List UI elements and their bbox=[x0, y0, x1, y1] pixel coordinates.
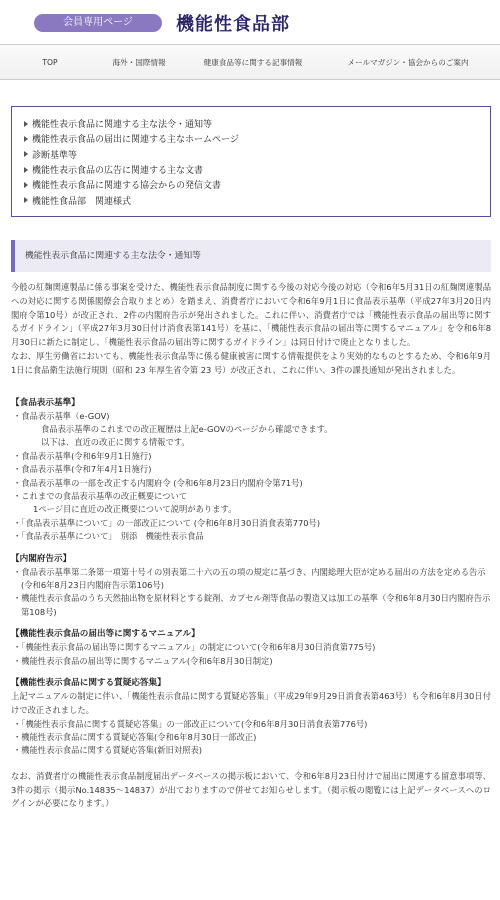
group-title: 【機能性表示食品の届出等に関するマニュアル】 bbox=[11, 629, 200, 640]
arrow-right-icon bbox=[24, 151, 28, 157]
doc-link[interactable]: ・「食品表示基準について」の一部改正について (令和6年8月30日消食表第770号) bbox=[13, 517, 321, 528]
doc-link[interactable]: ・食品表示基準の一部を改正する内閣府令 (令和6年8月23日内閣府令第71号) bbox=[13, 477, 303, 488]
doc-link[interactable]: ・機能性表示食品に関する質疑応答集(新旧対照表) bbox=[13, 745, 203, 756]
group-title: 【機能性表示食品に関する質疑応答集】 bbox=[11, 678, 166, 689]
arrow-right-icon bbox=[24, 182, 28, 188]
main-nav bbox=[0, 44, 500, 80]
toc-item-laws[interactable]: 機能性表示食品に関連する主な法令・通知等 bbox=[24, 116, 478, 131]
intro-paragraph: 今般の紅麹関連製品に係る事案を受けた、機能性表示食品制度に関する今後の対応今後の対応（令和6年5月31日の紅麹関連製品への対応に関する関係閣僚会合取りまとめ）を踏まえ、消費者庁において令和6年9月1日に食品表示基準（平成27年3月20日内閣府令第10号）が改正され、2件の内閣府告示が発出されました。これに伴い、消費者庁では「機能性表示食品の届出等に関するガイドライン」（平成27年3月30日付け消食表第141号）を基に、「機能性表示食品の届出等に関するマニュアル」を令和6年8月30日に新たに制定し、「機能性表示食品の届出等に関するガイドライン」は同日付けで廃止となりました。 bbox=[11, 282, 491, 348]
doc-link[interactable]: ・機能性表示食品の届出等に関するマニュアル(令和6年8月30日制定) bbox=[13, 655, 273, 666]
group-title: 【食品表示基準】 bbox=[11, 397, 80, 408]
members-only-badge: 会員専用ページ bbox=[34, 14, 162, 32]
nav-overseas-info[interactable]: 海外・国際情報 bbox=[112, 57, 166, 67]
doc-link[interactable]: ・機能性表示食品のうち天然抽出物を原材料とする錠剤、カプセル剤等食品の製造又は加工の基準（令和6年8月30日内閣府告示第108号) bbox=[13, 593, 491, 617]
toc-item-forms[interactable]: 機能性食品部 関連様式 bbox=[24, 192, 478, 207]
doc-link[interactable]: ・食品表示基準（e-GOV) bbox=[13, 410, 110, 421]
toc-item-association-docs[interactable]: 機能性表示食品に関連する協会からの発信文書 bbox=[24, 177, 478, 192]
doc-link[interactable]: ・「機能性表示食品の届出等に関するマニュアル」の制定について(令和6年8月30日消食第775号) bbox=[13, 642, 376, 653]
doc-link[interactable]: ・これまでの食品表示基準の改正概要について bbox=[13, 491, 188, 502]
closing-paragraph: なお、消費者庁の機能性表示食品制度届出データベースの掲示板において、令和6年8月23日付けで届出に関連する留意事項等、3件の掲示（掲示No.14835〜14837）が出ておりますので併せてお知らせします。（掲示板の閲覧には上記データベースへのログインが必要になります。） bbox=[11, 770, 491, 809]
arrow-right-icon bbox=[24, 197, 28, 203]
arrow-right-icon bbox=[24, 136, 28, 142]
toc-item-diagnostic-criteria[interactable]: 診断基準等 bbox=[24, 147, 478, 162]
doc-link[interactable]: ・機能性表示食品に関する質疑応答集(令和6年8月30日一部改正) bbox=[13, 732, 257, 743]
group-title: 【内閣府告示】 bbox=[11, 553, 72, 564]
doc-link[interactable]: ・食品表示基準(令和6年9月1日施行) bbox=[13, 450, 152, 461]
arrow-right-icon bbox=[24, 167, 28, 173]
note-text: 食品表示基準のこれまでの改正履歴は上記e-GOVのページから確認できます。 bbox=[41, 423, 333, 434]
nav-health-food-articles[interactable]: 健康食品等に関する記事情報 bbox=[203, 57, 303, 67]
doc-link[interactable]: ・食品表示基準(令和7年4月1日施行) bbox=[13, 464, 152, 475]
group-intro-text: 上記マニュアルの制定に伴い、「機能性表示食品に関する質疑応答集」（平成29年9月29日消食表第463号）も令和6年8月30日付けで改正されました。 bbox=[11, 691, 491, 715]
nav-mail-magazine[interactable]: メールマガジン・協会からのご案内 bbox=[347, 57, 469, 67]
doc-link[interactable]: ・食品表示基準第二条第一項第十号イの別表第二十六の五の項の規定に基づき、内閣総理大臣が定める届出の方法を定める告示(令和6年8月23日内閣府告示第106号) bbox=[13, 566, 486, 591]
doc-link[interactable]: ・「機能性表示食品に関する質疑応答集」の一部改正について(令和6年8月30日消食表第776号) bbox=[13, 718, 368, 729]
table-of-contents bbox=[11, 106, 491, 217]
intro-paragraph-2: なお、厚生労働省においても、機能性表示食品等に係る健康被害に関する情報提供をより実効的なものとするため、令和6年9月1日に食品衛生法施行規則（昭和 23 年厚生省令第 23 号）が改正され、これに伴い、3件の課長通知が発出されました。 bbox=[11, 350, 491, 375]
section-heading: 機能性表示食品に関連する主な法令・通知等 bbox=[11, 240, 491, 272]
section-content bbox=[11, 281, 491, 811]
note-text: 1ページ目に直近の改正概要について説明があります。 bbox=[33, 504, 237, 515]
doc-link[interactable]: ・「食品表示基準について」 別添 機能性表示食品 bbox=[13, 531, 204, 542]
page-header bbox=[0, 0, 500, 38]
arrow-right-icon bbox=[24, 121, 28, 127]
page-title: 機能性食品部 bbox=[176, 14, 290, 35]
nav-top[interactable]: TOP bbox=[42, 57, 58, 67]
note-text: 以下は、直近の改正に関する情報です。 bbox=[41, 437, 190, 448]
toc-item-advertising[interactable]: 機能性表示食品の広告に関連する主な文書 bbox=[24, 162, 478, 177]
toc-item-homepages[interactable]: 機能性表示食品の届出に関連する主なホームページ bbox=[24, 131, 478, 146]
